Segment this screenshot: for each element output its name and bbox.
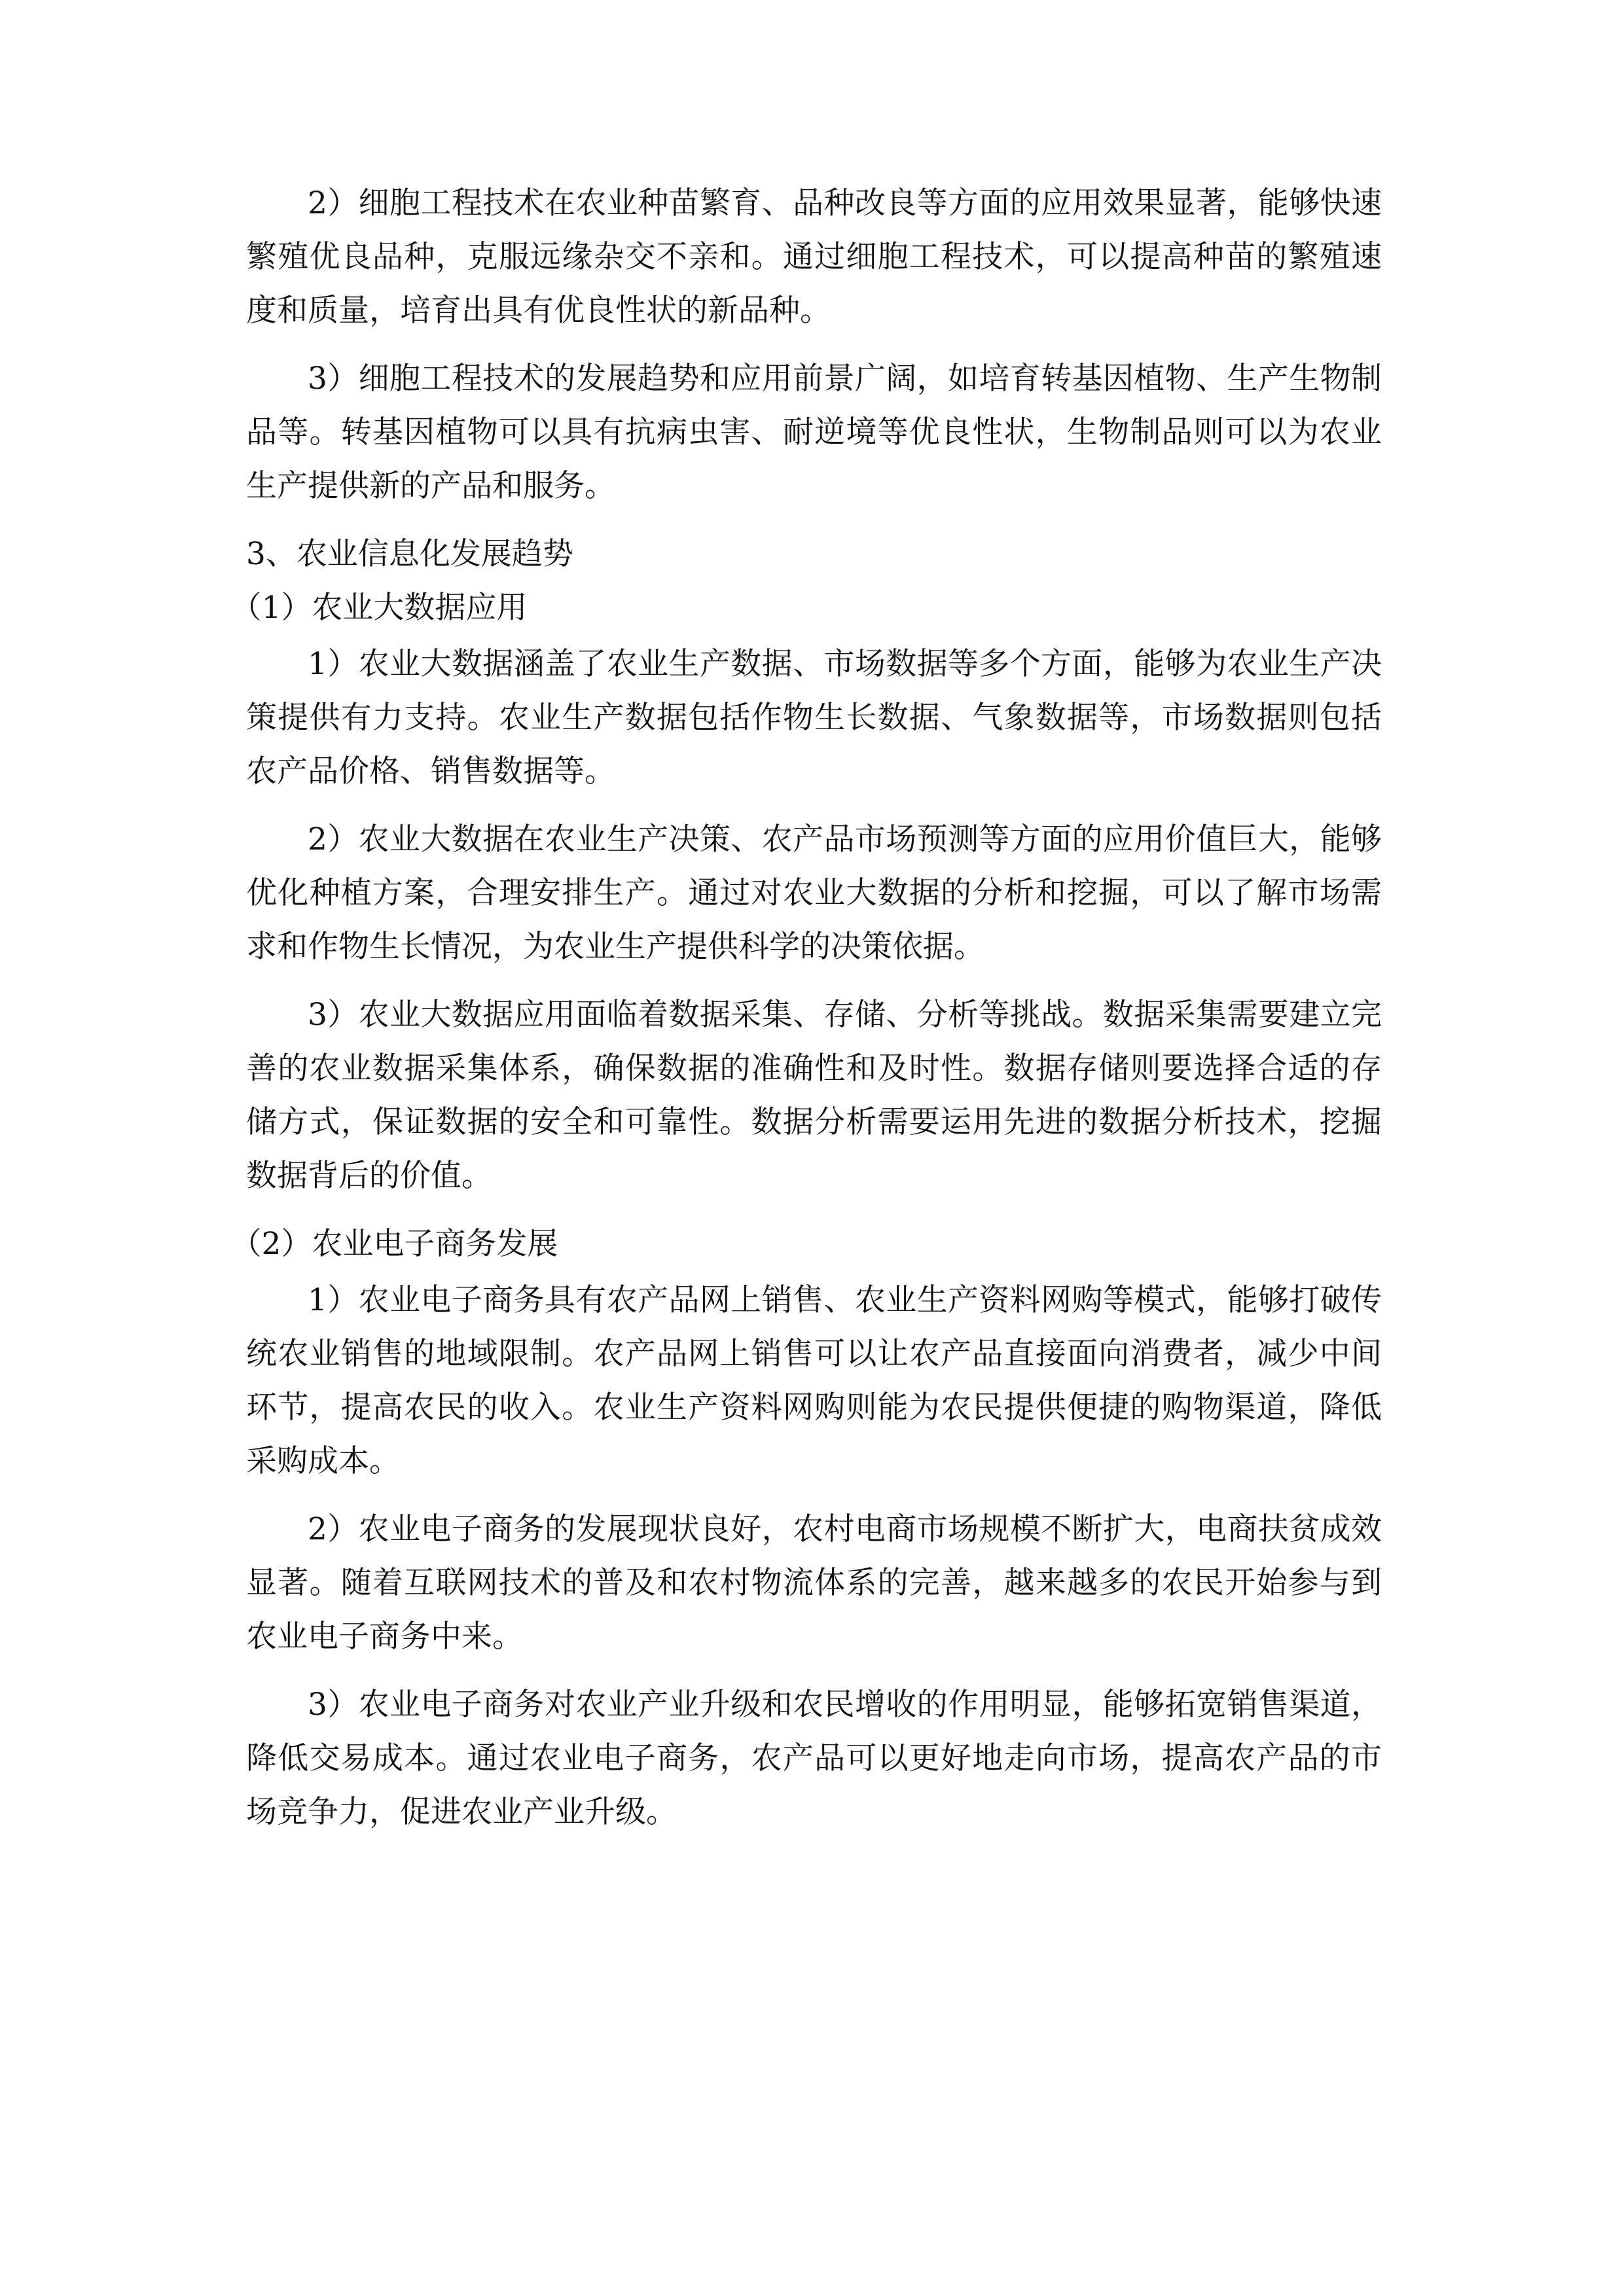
paragraph-ecommerce-2: 2）农业电子商务的发展现状良好，农村电商市场规模不断扩大，电商扶贫成效显著。随着互联网技术的普及和农村物流体系的完善，越来越多的农民开始参与到农业电子商务中来。 xyxy=(246,1511,1382,1655)
paragraph-big-data-2: 2）农业大数据在农业生产决策、农产品市场预测等方面的应用价值巨大，能够优化种植方案，合理安排生产。通过对农业大数据的分析和挖掘，可以了解市场需求和作物生长情况，为农业生产提供科学的决策依据。 xyxy=(246,821,1382,965)
section-heading-agri-informatization: 3、农业信息化发展趋势 xyxy=(246,536,573,572)
subheading-agri-ecommerce: （2）农业电子商务发展 xyxy=(230,1226,558,1262)
paragraph-ecommerce-3: 3）农业电子商务对农业产业升级和农民增收的作用明显，能够拓宽销售渠道，降低交易成本。通过农业电子商务，农产品可以更好地走向市场，提高农产品的市场竞争力，促进农业产业升级。 xyxy=(246,1687,1382,1830)
paragraph-cell-engineering-3: 3）细胞工程技术的发展趋势和应用前景广阔，如培育转基因植物、生产生物制品等。转基因植物可以具有抗病虫害、耐逆境等优良性状，生物制品则可以为农业生产提供新的产品和服务。 xyxy=(246,361,1382,504)
document-page xyxy=(230,177,1382,1839)
paragraph-big-data-3: 3）农业大数据应用面临着数据采集、存储、分析等挑战。数据采集需要建立完善的农业数据采集体系，确保数据的准确性和及时性。数据存储则要选择合适的存储方式，保证数据的安全和可靠性。数据分析需要运用先进的数据分析技术，挖掘数据背后的价值。 xyxy=(246,997,1382,1194)
paragraph-cell-engineering-2: 2）细胞工程技术在农业种苗繁育、品种改良等方面的应用效果显著，能够快速繁殖优良品种，克服远缘杂交不亲和。通过细胞工程技术，可以提高种苗的繁殖速度和质量，培育出具有优良性状的新品种。 xyxy=(246,185,1382,329)
subheading-agri-big-data: （1）农业大数据应用 xyxy=(230,590,528,626)
paragraph-ecommerce-1: 1）农业电子商务具有农产品网上销售、农业生产资料网购等模式，能够打破传统农业销售的地域限制。农产品网上销售可以让农产品直接面向消费者，减少中间环节，提高农民的收入。农业生产资料网购则能为农民提供便捷的购物渠道，降低采购成本。 xyxy=(246,1282,1382,1479)
paragraph-big-data-1: 1）农业大数据涵盖了农业生产数据、市场数据等多个方面，能够为农业生产决策提供有力支持。农业生产数据包括作物生长数据、气象数据等，市场数据则包括农产品价格、销售数据等。 xyxy=(246,646,1382,789)
